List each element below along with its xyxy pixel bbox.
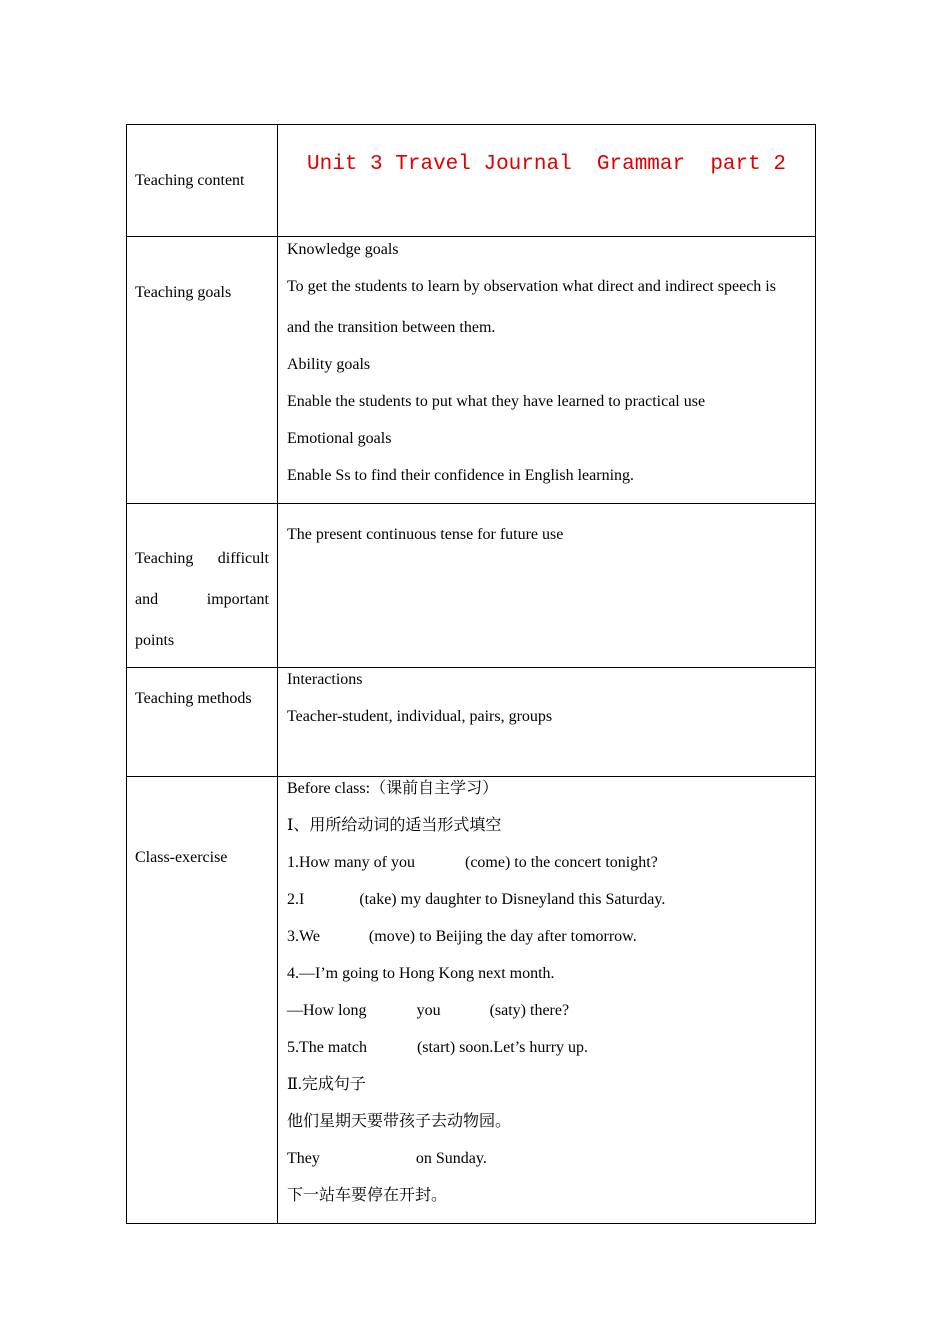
before-class-heading: Before class:（课前自主学习）	[287, 780, 499, 797]
row-class-exercise	[127, 777, 816, 1224]
exercise-cell	[278, 777, 816, 1224]
question-text: They	[287, 1150, 320, 1167]
question-text: (start) soon.Let’s hurry up.	[416, 1039, 589, 1056]
knowledge-goals-heading: Knowledge goals	[287, 241, 399, 258]
teaching-goals-label: Teaching goals	[135, 284, 232, 301]
knowledge-goals-text-2: and the transition between them.	[287, 319, 496, 336]
question-4-reply	[287, 1001, 806, 1038]
label-word: points	[135, 632, 175, 649]
question-text: on Sunday.	[415, 1150, 487, 1167]
question-text: 3.We	[287, 928, 320, 945]
class-exercise-label: Class-exercise	[135, 849, 228, 866]
question-2	[287, 890, 806, 927]
part2-heading: Ⅱ.完成句子	[287, 1076, 366, 1093]
difficult-cell	[278, 504, 816, 668]
question-text: —How long	[287, 1002, 367, 1019]
question-1	[287, 853, 806, 890]
difficult-label-line-2	[135, 590, 269, 631]
emotional-goals-text: Enable Ss to find their confidence in English learning.	[287, 467, 635, 484]
sentence-2-chinese: 下一站车要停在开封。	[287, 1187, 448, 1204]
label-cell	[127, 668, 278, 777]
row-difficult-points	[127, 504, 816, 668]
question-text: (saty) there?	[489, 1002, 570, 1019]
knowledge-goals-text-1: To get the students to learn by observation what direct and indirect speech is	[287, 278, 776, 295]
sentence-1	[287, 1149, 806, 1186]
question-text: 2.I	[287, 891, 305, 908]
page-title: Unit 3 Travel Journal Grammar part 2	[307, 153, 786, 176]
label-word: difficult	[217, 550, 269, 567]
ability-goals-heading: Ability goals	[287, 356, 371, 373]
difficult-points-text: The present continuous tense for future use	[287, 526, 564, 543]
emotional-goals-heading: Emotional goals	[287, 430, 392, 447]
difficult-label-line-1	[135, 549, 269, 590]
question-4: 4.—I’m going to Hong Kong next month.	[287, 965, 555, 982]
row-teaching-content	[127, 125, 816, 237]
part1-heading: Ⅰ、用所给动词的适当形式填空	[287, 817, 502, 834]
label-word: important	[206, 591, 269, 608]
question-5	[287, 1038, 806, 1075]
question-text: (come) to the concert tonight?	[464, 854, 658, 871]
methods-heading: Interactions	[287, 671, 363, 688]
question-text: 5.The match	[287, 1039, 367, 1056]
lesson-plan-table	[126, 124, 816, 1224]
methods-text: Teacher-student, individual, pairs, groups	[287, 708, 553, 725]
label-word: and	[135, 591, 159, 608]
question-text: (take) my daughter to Disneyland this Saturday.	[359, 891, 666, 908]
label-cell	[127, 237, 278, 504]
question-text: (move) to Beijing the day after tomorrow.	[368, 928, 637, 945]
sentence-1-chinese: 他们星期天要带孩子去动物园。	[287, 1113, 512, 1130]
label-word: Teaching	[135, 550, 194, 567]
question-3	[287, 927, 806, 964]
question-text: you	[416, 1002, 441, 1019]
goals-cell	[278, 237, 816, 504]
row-teaching-methods	[127, 668, 816, 777]
teaching-content-label: Teaching content	[135, 172, 245, 189]
ability-goals-text: Enable the students to put what they have learned to practical use	[287, 393, 706, 410]
methods-cell	[278, 668, 816, 777]
label-cell	[127, 777, 278, 1224]
title-cell	[278, 125, 816, 237]
teaching-methods-label: Teaching methods	[135, 690, 252, 707]
label-cell	[127, 125, 278, 237]
row-teaching-goals	[127, 237, 816, 504]
question-text: 1.How many of you	[287, 854, 415, 871]
difficult-label-line-3	[135, 631, 269, 672]
label-cell	[127, 504, 278, 668]
